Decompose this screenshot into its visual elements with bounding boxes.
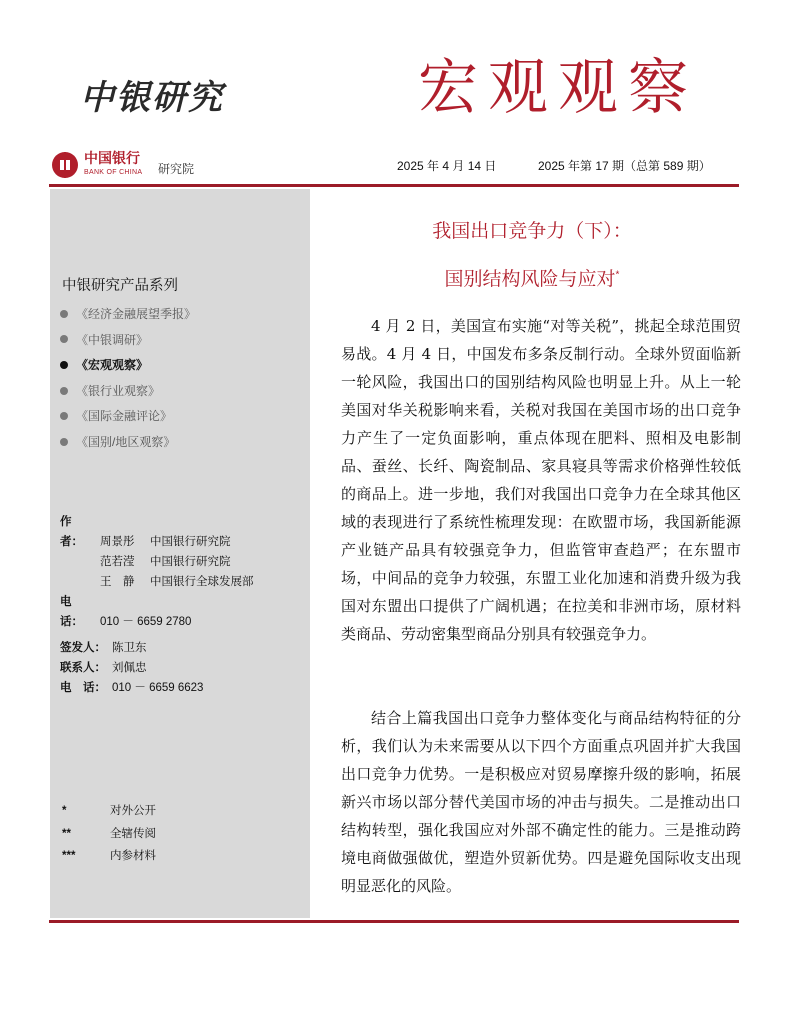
confidentiality-row: * 对外公开 bbox=[62, 805, 156, 817]
bullet-icon bbox=[60, 310, 68, 318]
author-row: 作 者： 周景彤 中国银行研究院 bbox=[60, 516, 231, 548]
confidentiality-row: *** 内参材料 bbox=[62, 850, 156, 862]
issue-date: 2025 年 4 月 14 日 bbox=[397, 159, 497, 173]
bullet-icon bbox=[60, 335, 68, 343]
header-divider bbox=[49, 184, 739, 187]
series-item: 《国际金融评论》 bbox=[60, 404, 196, 430]
article-title-line2: 国别结构风险与应对* bbox=[444, 269, 620, 290]
bank-name: 中国银行 bbox=[84, 151, 140, 167]
article-paragraph-2: 结合上篇我国出口竞争力整体变化与商品结构特征的分析，我们认为未来需要从以下四个方面重点巩固并扩大我国出口竞争力优势。一是积极应对贸易摩擦升级的影响，拓展新兴市场以部分替代美国市场的冲击与损失。二是推动出口结构转型，强化我国应对外部不确定性的能力。三是推动跨境电商做强做优，塑造外贸新优势。四是避免国际收支出现明显恶化的风险。 bbox=[341, 709, 741, 895]
bullet-icon bbox=[60, 361, 68, 369]
institute-label: 研究院 bbox=[158, 162, 195, 176]
contact-row: 联系人： 刘佩忠 bbox=[60, 662, 147, 674]
author-row: 王 静 中国银行全球发展部 bbox=[100, 576, 254, 588]
bullet-icon bbox=[60, 387, 68, 395]
contact-phone: 电 话： 010 － 6659 6623 bbox=[60, 682, 204, 694]
series-item-active: 《宏观观察》 bbox=[60, 353, 196, 379]
bank-of-china-logo-icon bbox=[52, 152, 78, 178]
brand-script-logo: 中银研究 bbox=[80, 78, 224, 118]
bullet-icon bbox=[60, 438, 68, 446]
article-paragraph-1: 4 月 2 日，美国宣布实施“对等关税”，挑起全球范围贸易战。4 月 4 日，中国发布多条反制行动。全球外贸面临新一轮风险，我国出口的国别结构风险也明显上升。从上一轮美国对华关税影响来看，关税对我国在美国市场的出口竞争力产生了一定负面影响，重点体现在肥料、照相及电影制品、蚕丝、长纤、陶瓷制品、家具寝具等需求价格弹性较低的商品上。进一步地，我们对我国出口竞争力在全球其他区域的表现进行了系统性梳理发现：在欧盟市场，我国新能源产业链产品具有较强竞争力，但监管审查趋严；在东盟市场，中间品的竞争力较强，东盟工业化加速和消费升级为我国对东盟出口提供了广阔机遇；在拉美和非洲市场，原材料类商品、劳动密集型商品分别具有较强竞争力。 bbox=[341, 317, 741, 643]
authors-block bbox=[60, 512, 254, 632]
series-item: 《银行业观察》 bbox=[60, 379, 196, 405]
series-item: 《国别/地区观察》 bbox=[60, 430, 196, 456]
bullet-icon bbox=[60, 412, 68, 420]
author-row: 范若滢 中国银行研究院 bbox=[100, 556, 231, 568]
series-item: 《经济金融展望季报》 bbox=[60, 302, 196, 328]
series-list bbox=[60, 302, 196, 456]
confidentiality-legend bbox=[62, 800, 156, 868]
issue-number: 2025 年第 17 期（总第 589 期） bbox=[538, 159, 711, 173]
author-phone: 电 话： 010 － 6659 2780 bbox=[60, 596, 192, 628]
bank-name-en: BANK OF CHINA bbox=[84, 169, 143, 176]
series-item: 《中银调研》 bbox=[60, 328, 196, 354]
signer-block bbox=[60, 638, 203, 698]
footer-divider bbox=[49, 920, 739, 923]
article-title-line1: 我国出口竞争力（下）： bbox=[432, 221, 632, 242]
signer-row: 签发人： 陈卫东 bbox=[60, 642, 147, 654]
confidentiality-row: ** 全辖传阅 bbox=[62, 827, 156, 840]
series-title: 中银研究产品系列 bbox=[62, 278, 178, 294]
publication-title: 宏观观察 bbox=[418, 53, 698, 123]
